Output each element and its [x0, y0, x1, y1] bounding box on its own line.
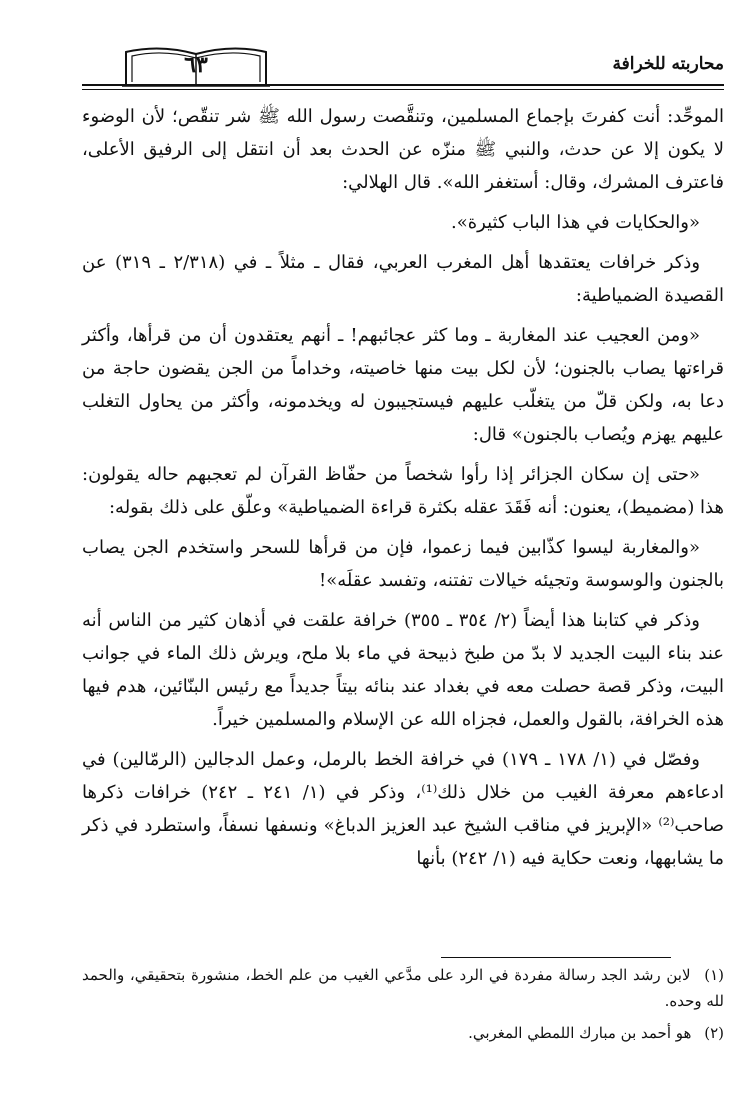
quote-paragraph: «حتى إن سكان الجزائر إذا رأوا شخصاً من حفّاظ القرآن لم تعجبهم حاله يقولون: هذا (مضميط)، يعنون: أنه فَقَدَ عقله بكثرة قراءة الضمياطية» وعلّق على ذلك بقوله:: [82, 464, 724, 518]
paragraph: الموحِّد: أنت كفرتَ بإجماع المسلمين، وتنقَّصت رسول الله ﷺ شر تنقّص؛ لأن الوضوء لا يكون إلا عن حدث، والنبي ﷺ منزّه عن الحدث بعد أن انتقل إلى الرفيق الأعلى، فاعترف المشرك، وقال: أستغفر الله». قال الهلالي:: [82, 106, 724, 193]
open-book-page-number-ornament: [120, 42, 272, 88]
header-rule-thin: [82, 89, 724, 90]
page-header: [82, 38, 724, 94]
paragraph: وذكر خرافات يعتقدها أهل المغرب العربي، فقال ـ مثلاً ـ في (٢/٣١٨ ـ ٣١٩) عن القصيدة الضمياطية:: [82, 252, 724, 306]
footnote-text: لابن رشد الجد رسالة مفردة في الرد على مدَّعي الغيب من علم الخط، منشورة بتحقيقي، والحمد لله وحده.: [82, 966, 724, 1010]
paragraph: وذكر في كتابنا هذا أيضاً (٢/ ٣٥٤ ـ ٣٥٥) خرافة علقت في أذهان كثير من الناس أنه عند بناء البيت الجديد لا بدّ من طبخ ذبيحة في ماء بلا ملح، ويرش ذلك الماء في جوانب البيت، وذكر قصة حصلت معه في بغداد عند بنائه بيتاً جديداً مع رئيس البنّائين، هدم فيها هذه الخرافة، بالقول والعمل، فجزاه الله عن الإسلام والمسلمين خيراً.: [82, 610, 724, 730]
quote-paragraph: «ومن العجيب عند المغاربة ـ وما كثر عجائبهم! ـ أنهم يعتقدون أن من قرأها، وأكثر قراءتها يصاب بالجنون؛ لأن لكل بيت منها خاصيته، وخداماً من الجن يقضون حاجة من دعا به، ولكن قلّ من يتغلّب عليهم فيستجيبون له ويخدمونه، وأكثر من يحاول التغلب عليهم يهزم ويُصاب بالجنون» قال:: [82, 325, 724, 445]
footnote: [82, 1020, 724, 1046]
quote-paragraph: «والحكايات في هذا الباب كثيرة».: [451, 212, 700, 233]
footnote-number: (٢): [704, 1024, 724, 1042]
paragraph: وفصّل في (١/ ١٧٨ ـ ١٧٩) في خرافة الخط بالرمل، وعمل الدجالين (الرمّالين) في ادعاءهم معرفة الغيب من خلال ذلك⁽¹⁾، وذكر في (١/ ٢٤١ ـ ٢٤٢) خرافات ذكرها صاحب⁽²⁾ «الإبريز في مناقب الشيخ عبد العزيز الدباغ» ونسفها نسفاً، واستطرد في ذكر ما يشابهها، ونعت حكاية فيه (١/ ٢٤٢) بأنها: [82, 749, 725, 869]
footnote-separator: [441, 957, 671, 958]
body-text: [82, 100, 724, 882]
footnote-text: هو أحمد بن مبارك اللمطي المغربي.: [468, 1024, 692, 1042]
footnote-number: (١): [704, 966, 724, 984]
footnotes: [82, 962, 724, 1052]
header-rule: [82, 84, 724, 86]
footnote: [82, 962, 724, 1014]
page-number: ٦٣: [184, 52, 208, 78]
quote-paragraph: «والمغاربة ليسوا كذّابين فيما زعموا، فإن من قرأها للسحر واستخدم الجن يصاب بالجنون والوسوسة وتجيئه خيالات تفتنه، وتفسد عقلَه»!: [82, 537, 724, 591]
running-title: محاربته للخرافة: [612, 54, 724, 74]
